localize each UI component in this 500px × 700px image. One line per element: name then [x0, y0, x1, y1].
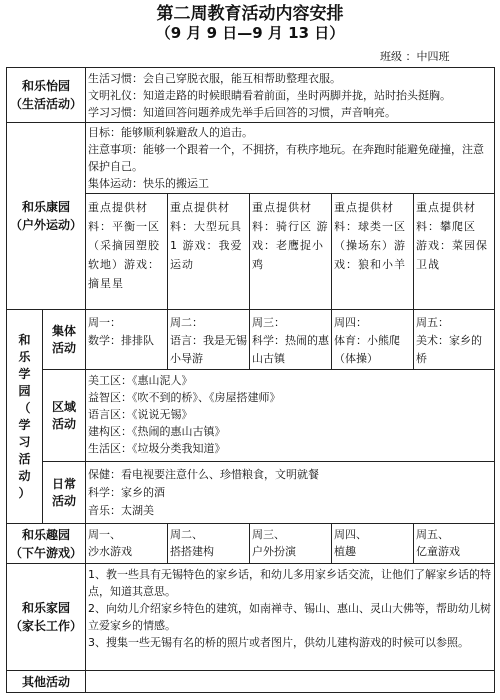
study-char: 园 — [18, 383, 31, 398]
group-day-cell — [414, 310, 495, 370]
date-range: （9 月 9 日—9 月 13 日） — [155, 24, 345, 42]
study-char: 乐 — [18, 349, 31, 364]
area-line: 生活区：《垃圾分类我知道》 — [88, 442, 226, 455]
family-sub: （家长工作） — [10, 619, 83, 633]
other-row — [7, 671, 495, 693]
area-line: 建构区：《热闹的惠山古镇》 — [88, 425, 226, 438]
games-text: 亿童游戏 — [416, 545, 461, 558]
group-day-cell — [168, 310, 250, 370]
group-day: 周一： — [88, 316, 122, 329]
outdoor-row-top — [7, 123, 495, 194]
other-content — [86, 671, 495, 693]
group-label-line: 集体 — [52, 323, 77, 338]
area-activity-label — [43, 370, 86, 462]
daily-activity-label — [43, 462, 86, 524]
outdoor-area-cell: 重点提供材料：攀爬区 游戏：菜园保卫战 — [414, 194, 495, 310]
outdoor-area-cell: 重点提供材料：球类一区（操场东）游戏：狼和小羊 — [332, 194, 414, 310]
games-day-cell — [86, 524, 168, 564]
games-day: 周二、 — [170, 528, 204, 541]
life-sub: （生活活动） — [10, 97, 83, 111]
area-label-line: 区域 — [52, 399, 77, 414]
outdoor-area-cell: 重点提供材料：大型玩具1 游戏：我爱运动 — [168, 194, 250, 310]
games-text: 搭搭建构 — [170, 545, 215, 558]
family-line: 3、搜集一些无锡有名的桥的照片或者图片，供幼儿建构游戏的时候可以参照。 — [88, 636, 470, 649]
family-content — [86, 564, 495, 671]
daily-label-line: 日常 — [52, 476, 77, 491]
study-group-row — [7, 310, 495, 370]
study-char: 学 — [18, 417, 31, 432]
group-day-cell — [86, 310, 168, 370]
games-day-cell — [414, 524, 495, 564]
games-row — [7, 524, 495, 564]
daily-line: 保健：看电视要注意什么、珍惜粮食，文明就餐 — [88, 468, 320, 481]
study-daily-row — [7, 462, 495, 524]
games-day: 周五、 — [416, 528, 450, 541]
group-label-line: 活动 — [52, 340, 77, 355]
games-text: 植趣 — [334, 545, 357, 558]
life-line: 生活习惯：会自己穿脱衣服，能互相帮助整理衣服。 — [88, 72, 342, 85]
family-line: 2、向幼儿介绍家乡特色的建筑，如南禅寺、锡山、惠山、灵山大佛等，帮助幼儿树立爱家乡的情感。 — [88, 602, 492, 632]
area-line: 美工区：《惠山泥人》 — [88, 374, 193, 387]
group-text: 数学：排排队 — [88, 334, 155, 347]
games-day-cell — [168, 524, 250, 564]
group-day: 周三： — [252, 316, 286, 329]
group-activity-label — [43, 310, 86, 370]
daily-activity-content — [86, 462, 495, 524]
life-content — [86, 68, 495, 123]
outdoor-line: 目标：能够顺利躲避敌人的追击。 — [88, 126, 254, 139]
class-label: 班级 ：中四班 — [380, 50, 450, 63]
games-day: 周三、 — [252, 528, 286, 541]
group-text: 体育：小熊爬（体操） — [334, 334, 401, 365]
family-section-label — [7, 564, 86, 671]
games-day-cell — [332, 524, 414, 564]
group-day: 周五： — [416, 316, 450, 329]
group-text: 美术：家乡的桥 — [416, 334, 483, 365]
area-label-line: 活动 — [52, 416, 77, 431]
area-line: 益智区：《吹不到的桥》、《房屋搭建师》 — [88, 391, 281, 404]
games-text: 沙水游戏 — [88, 545, 133, 558]
study-section-label — [7, 310, 43, 524]
games-name: 和乐趣园 — [22, 527, 71, 542]
daily-line: 科学：家乡的酒 — [88, 486, 166, 499]
group-day-cell — [250, 310, 332, 370]
life-name: 和乐怡园 — [22, 79, 71, 93]
games-day: 周一、 — [88, 528, 122, 541]
daily-label-line: 活动 — [52, 493, 77, 508]
study-char: 和 — [18, 332, 31, 347]
outdoor-area-cell: 重点提供材料：平衡一区（采摘园塑胶软地）游戏：摘星星 — [86, 194, 168, 310]
area-activity-content — [86, 370, 495, 462]
life-row — [7, 68, 495, 123]
daily-line: 音乐：太湖美 — [88, 504, 155, 517]
group-day-cell — [332, 310, 414, 370]
outdoor-content — [86, 123, 495, 194]
study-char: 活 — [18, 451, 31, 466]
study-char: ） — [18, 485, 31, 500]
games-text: 户外扮演 — [252, 545, 297, 558]
schedule-table — [6, 67, 495, 693]
games-day: 周四、 — [334, 528, 368, 541]
area-line: 语言区：《说说无锡》 — [88, 408, 193, 421]
outdoor-line: 注意事项：能够一个跟着一个，不拥挤，有秩序地玩。在奔跑时能避免碰撞，注意保护自己。 — [88, 143, 485, 173]
outdoor-name: 和乐康园 — [22, 200, 71, 214]
group-day: 周四： — [334, 316, 368, 329]
outdoor-section-label — [7, 123, 86, 310]
games-sub: （下午游戏） — [10, 545, 83, 560]
games-section-label — [7, 524, 86, 564]
study-char: 习 — [18, 434, 31, 449]
other-section-label — [7, 671, 86, 693]
family-line: 1、教一些具有无锡特色的家乡话，和幼儿多用家乡话交流，让他们了解家乡话的特点，知道其意思。 — [88, 568, 492, 598]
study-char: 动 — [18, 468, 31, 483]
life-line: 文明礼仪：知道走路的时候眼睛看着前面，坐时两脚并拢，站时抬头挺胸。 — [88, 89, 452, 102]
family-row — [7, 564, 495, 671]
outdoor-line: 集体运动：快乐的搬运工 — [88, 177, 210, 190]
group-text: 语言：我是无锡小导游 — [170, 334, 248, 365]
life-line: 学习习惯：知道回答问题养成先举手后回答的习惯，声音响亮。 — [88, 106, 397, 119]
life-section-label — [7, 68, 86, 123]
group-day: 周二： — [170, 316, 204, 329]
family-name: 和乐家园 — [22, 601, 71, 615]
page-title: 第二周教育活动内容安排 — [156, 4, 344, 24]
games-day-cell — [250, 524, 332, 564]
outdoor-area-cell: 重点提供材料：骑行区 游戏：老鹰捉小鸡 — [250, 194, 332, 310]
group-text: 科学：热闹的惠山古镇 — [252, 334, 330, 365]
study-area-row — [7, 370, 495, 462]
outdoor-sub: （户外运动） — [10, 218, 83, 232]
study-char: 学 — [18, 366, 31, 381]
other-name: 其他活动 — [22, 674, 71, 689]
study-char: （ — [18, 400, 31, 415]
